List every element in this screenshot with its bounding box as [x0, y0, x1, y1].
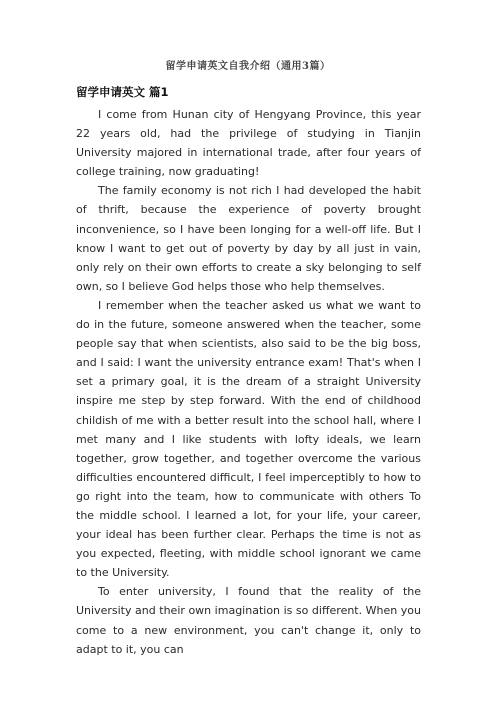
section-heading: 留学申请英文 篇1 — [76, 85, 169, 99]
paragraph: To enter university, I found that the reality of the University and their own imagination is so different. When you come to a new environment, you can't change it, only to adapt to it, you can — [76, 585, 421, 656]
document-title: 留学申请英文自我介绍（通用3篇） — [165, 61, 331, 72]
paragraph: I come from Hunan city of Hengyang Province, this year 22 years old, had the privilege of studying in Tianjin University majored in international trade, after four years of college training, now graduating! — [76, 108, 421, 179]
body-text — [76, 105, 421, 659]
paragraph: I remember when the teacher asked us what we want to do in the future, someone answered when the teacher, some people say that when scientists, also said to be the big boss, and I said: I want the university entrance exam! That's when I set a primary goal, it is the dream of a straight University inspire me step by step forward. With the end of childhood childish of me with a better result into the school hall, where I met many and I like students with lofty ideals, we learn together, grow together, and together overcome the various difficulties encountered difficult, I feel imperceptibly to how to go right into the team, how to communicate with others To the middle school. I learned a lot, for your life, your career, your ideal has been further clear. Perhaps the time is not as you expected, fleeting, with middle school ignorant we came to the University. — [76, 298, 421, 580]
paragraph: The family economy is not rich I had developed the habit of thrift, because the experience of poverty brought inconvenience, so I have been longing for a well-off life. But I know I want to get out of poverty by day by all just in vain, only rely on their own efforts to create a sky belonging to self own, so I believe God helps those who help themselves. — [76, 184, 421, 293]
